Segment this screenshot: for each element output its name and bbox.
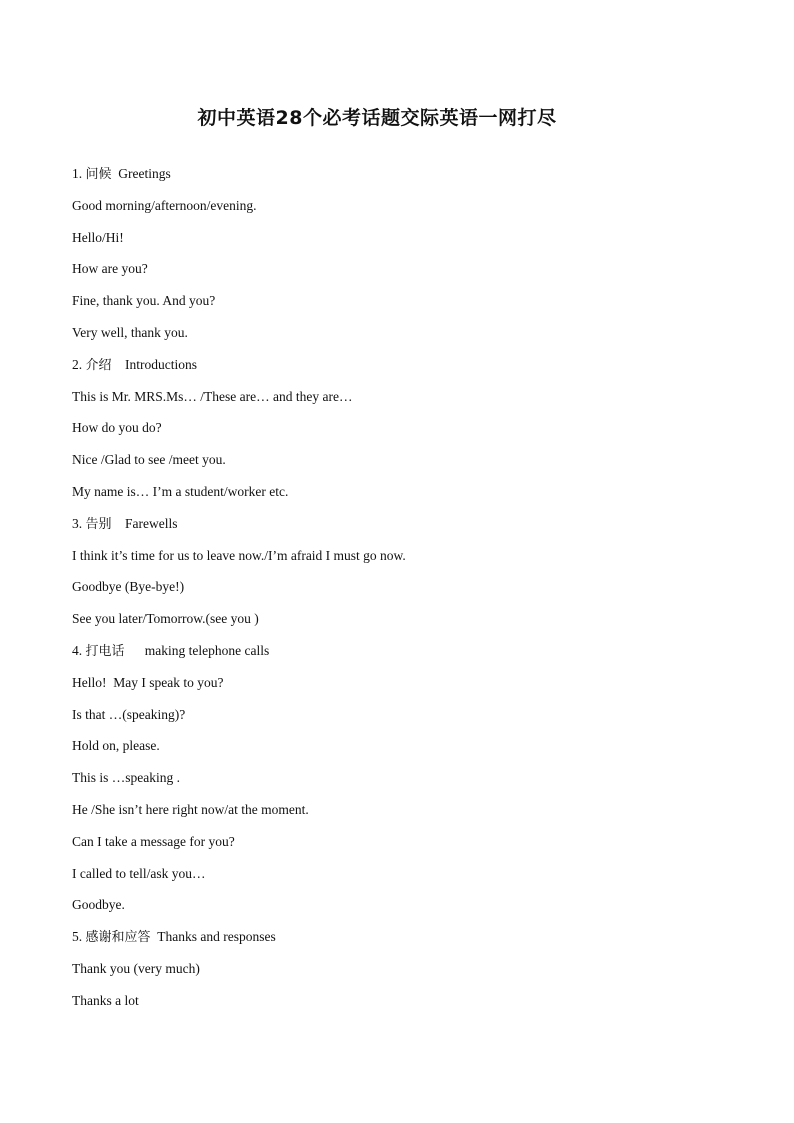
phrase-line: This is …speaking . (72, 770, 180, 785)
section-title-en: Thanks and responses (157, 929, 276, 944)
section-heading-thanks (72, 928, 276, 947)
phrase-line: He /She isn’t here right now/at the moment. (72, 802, 309, 817)
phrase-line: Fine, thank you. And you? (72, 293, 216, 308)
phrase-line: Goodbye (Bye-bye!) (72, 579, 185, 594)
phrase-line: Thank you (very much) (72, 961, 200, 976)
phrase-line: Very well, thank you. (72, 325, 188, 340)
section-title-cn: 感谢和应答 (85, 930, 151, 945)
section-heading-introductions (72, 356, 197, 375)
section-title-cn: 介绍 (85, 358, 112, 373)
phrase-line: Goodbye. (72, 897, 125, 912)
section-title-cn: 问候 (85, 167, 112, 182)
document-title: 初中英语28个必考话题交际英语一网打尽 (197, 107, 557, 129)
phrase-line: Nice /Glad to see /meet you. (72, 452, 226, 467)
section-number: 5. (72, 929, 83, 944)
section-heading-greetings (72, 165, 171, 184)
section-title-en: making telephone calls (144, 643, 270, 658)
section-heading-farewells (72, 515, 178, 534)
phrase-line: How do you do? (72, 420, 162, 435)
phrase-line: This is Mr. MRS.Ms… /These are… and they are… (72, 389, 353, 404)
section-title-cn: 告别 (85, 517, 112, 532)
phrase-line: Good morning/afternoon/evening. (72, 198, 257, 213)
phrase-line: I think it’s time for us to leave now./I’m afraid I must go now. (72, 548, 406, 563)
section-title-en: Farewells (125, 516, 178, 531)
phrase-line: Hello/Hi! (72, 230, 124, 245)
phrase-line: See you later/Tomorrow.(see you ) (72, 611, 259, 626)
section-title-en: Greetings (118, 166, 171, 181)
section-number: 1. (72, 166, 83, 181)
phrase-line: Thanks a lot (72, 993, 139, 1008)
phrase-line: Hold on, please. (72, 738, 160, 753)
section-title-cn: 打电话 (85, 644, 125, 659)
section-number: 2. (72, 357, 83, 372)
section-number: 4. (72, 643, 83, 658)
phrase-line: My name is… I’m a student/worker etc. (72, 484, 289, 499)
phrase-line: How are you? (72, 261, 148, 276)
phrase-line: Hello! May I speak to you? (72, 675, 224, 690)
section-heading-telephone (72, 642, 269, 661)
section-title-en: Introductions (125, 357, 198, 372)
phrase-line: Can I take a message for you? (72, 834, 235, 849)
section-number: 3. (72, 516, 83, 531)
phrase-line: Is that …(speaking)? (72, 707, 186, 722)
phrase-line: I called to tell/ask you… (72, 866, 206, 881)
